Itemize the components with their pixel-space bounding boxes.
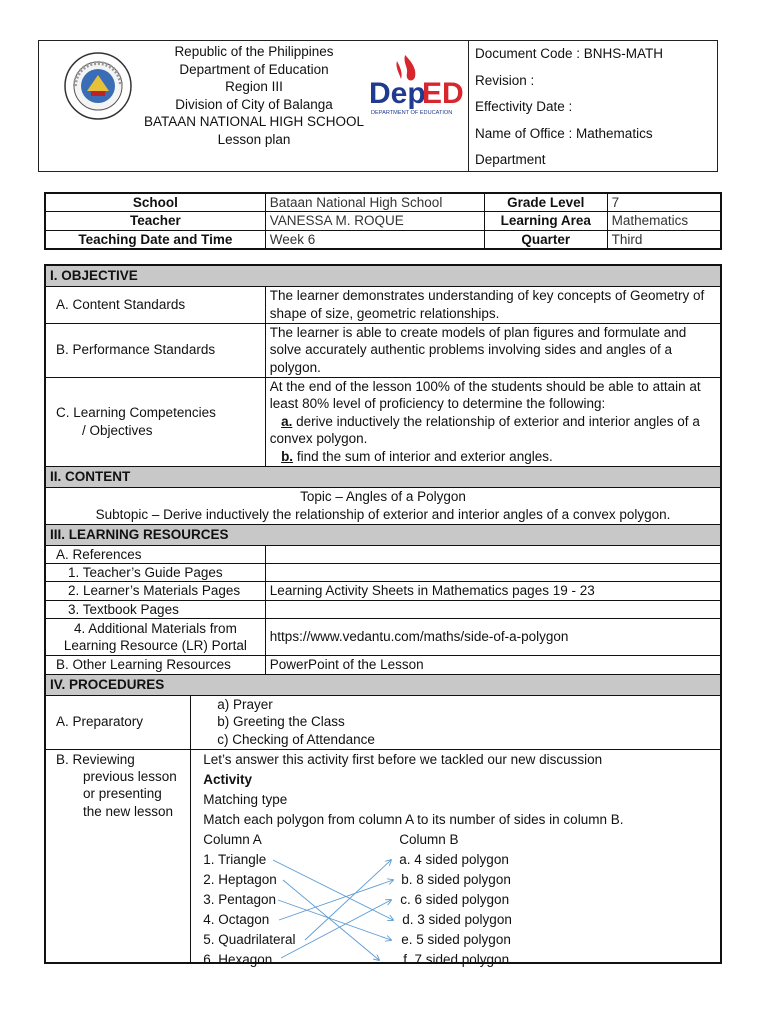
office-name-cont: Department [475, 152, 546, 167]
table-row [45, 286, 721, 323]
table-row [45, 695, 721, 749]
table-row [45, 487, 721, 524]
column-b-item: c. 6 sided polygon [400, 891, 510, 907]
subtopic-text: Subtopic – Derive inductively the relationship of exterior and interior angles of a convex polygon. [95, 506, 671, 522]
arrow-line [279, 880, 393, 920]
header-line: BATAAN NATIONAL HIGH SCHOOL [143, 114, 365, 129]
column-b-item: e. 5 sided polygon [401, 931, 511, 947]
table-row [45, 230, 721, 249]
learning-area-value: Mathematics [607, 212, 721, 231]
column-b-item: f. 7 sided polygon [403, 951, 510, 967]
references-value [265, 545, 721, 563]
additional-label-line: 4. Additional Materials from [73, 620, 237, 636]
grade-level-label: Grade Level [484, 193, 607, 212]
school-seal-icon [63, 51, 133, 121]
revision: Revision : [475, 72, 535, 88]
column-a-item: 4. Octagon [203, 911, 270, 927]
arrow-line [283, 880, 379, 960]
effectivity-date: Effectivity Date : [475, 99, 573, 114]
content-heading: II. CONTENT [45, 466, 721, 487]
header-institution-text [139, 43, 369, 148]
competency-label-line: C. Learning Competencies [56, 405, 216, 421]
procedures-heading: IV. PROCEDURES [45, 674, 721, 695]
arrow-line [278, 900, 391, 940]
additional-materials-label [45, 619, 265, 656]
reviewing-label [45, 749, 191, 963]
table-row [45, 749, 721, 963]
table-row [45, 619, 721, 656]
list-item: b) Greeting the Class [217, 714, 345, 730]
svg-text:ED: ED [422, 77, 464, 110]
table-row [45, 600, 721, 618]
school-value: Bataan National High School [265, 193, 484, 212]
content-standards-label: A. Content Standards [45, 286, 265, 323]
column-b-item: b. 8 sided polygon [401, 871, 511, 887]
reviewing-label-line: or presenting [83, 786, 162, 802]
document-control-info [469, 41, 717, 171]
column-b-header: Column B [399, 831, 459, 847]
column-a-item: 1. Triangle [203, 851, 267, 867]
textbook-pages-label: 3. Textbook Pages [45, 600, 265, 618]
activity-title: Activity [203, 771, 253, 787]
document-code: Document Code : BNHS-MATH [475, 46, 664, 61]
teaching-date-label: Teaching Date and Time [45, 230, 265, 249]
table-row [45, 656, 721, 674]
column-a-item: 6. Hexagon [203, 951, 273, 967]
activity-intro: Let’s answer this activity first before we tackled our new discussion [203, 751, 603, 767]
learning-competencies-label [45, 377, 265, 466]
header-line: Division of City of Balanga [175, 96, 333, 112]
competency-b-text: find the sum of interior and exterior angles. [296, 448, 553, 464]
list-item: c) Checking of Attendance [217, 731, 375, 747]
lesson-plan-table [44, 264, 722, 967]
table-row [45, 524, 721, 545]
arrow-line [281, 900, 391, 958]
reviewing-content [191, 749, 721, 967]
textbook-pages-value [265, 600, 721, 618]
reviewing-label-line: B. Reviewing [56, 751, 135, 767]
table-row [45, 563, 721, 581]
header-line: Lesson plan [217, 131, 291, 147]
column-a-header: Column A [203, 831, 262, 847]
learning-area-label: Learning Area [484, 212, 607, 231]
performance-standards-label: B. Performance Standards [45, 323, 265, 377]
teachers-guide-value [265, 563, 721, 581]
learning-resources-heading: III. LEARNING RESOURCES [45, 524, 721, 545]
performance-standards-text: The learner is able to create models of plan figures and formulate and solve accurately authentic problems involving sides and angles of a polygon. [265, 323, 721, 377]
teacher-value: VANESSA M. ROQUE [265, 212, 484, 231]
additional-materials-link[interactable]: https://www.vedantu.com/maths/side-of-a-polygon [265, 619, 721, 656]
header-line: Republic of the Philippines [174, 44, 334, 59]
arrow-line [273, 860, 393, 920]
learners-materials-value: Learning Activity Sheets in Mathematics pages 19 - 23 [265, 582, 721, 600]
header-line: Department of Education [179, 61, 329, 77]
table-row [45, 377, 721, 466]
table-row [45, 193, 721, 212]
column-b-item: d. 3 sided polygon [402, 911, 512, 927]
grade-level-value: 7 [607, 193, 721, 212]
table-row [45, 466, 721, 487]
preparatory-label: A. Preparatory [45, 695, 191, 749]
office-name: Name of Office : Mathematics [475, 125, 653, 141]
column-a-item: 3. Pentagon [203, 891, 277, 907]
matching-arrows [203, 830, 433, 975]
other-resources-value: PowerPoint of the Lesson [265, 656, 721, 674]
table-row [45, 265, 721, 286]
other-resources-label: B. Other Learning Resources [45, 656, 265, 674]
topic-text: Topic – Angles of a Polygon [300, 489, 466, 505]
column-b-item: a. 4 sided polygon [399, 851, 509, 867]
quarter-value: Third [607, 230, 721, 249]
lesson-info-table [44, 192, 722, 250]
school-label: School [45, 193, 265, 212]
arrow-line [305, 860, 391, 940]
content-topic-cell [45, 487, 721, 524]
matching-type: Matching type [203, 791, 288, 807]
deped-logo-icon [367, 51, 464, 121]
document-header [38, 40, 718, 172]
matching-activity [203, 830, 720, 967]
list-item: a) Prayer [217, 696, 273, 712]
teachers-guide-label: 1. Teacher’s Guide Pages [45, 563, 265, 581]
competency-intro: At the end of the lesson 100% of the students should be able to attain at least 80% level of proficiency to determine the following: [269, 378, 701, 412]
table-row [45, 582, 721, 600]
table-row [45, 212, 721, 231]
objective-heading: I. OBJECTIVE [45, 265, 721, 286]
competency-a [270, 413, 716, 448]
competency-b [270, 448, 716, 465]
content-standards-text: The learner demonstrates understanding of key concepts of Geometry of shape of size, geometric relationships. [265, 286, 721, 323]
header-line: Region III [225, 79, 283, 94]
header-left [39, 41, 469, 171]
competency-label-line: / Objectives [82, 422, 153, 438]
competency-a-text: derive inductively the relationship of exterior and interior angles of a convex polygon. [269, 413, 700, 447]
competency-a-marker: a. [281, 413, 293, 429]
competency-b-marker: b. [281, 448, 294, 464]
table-row [45, 323, 721, 377]
teaching-date-value: Week 6 [265, 230, 484, 249]
column-a-item: 2. Heptagon [203, 871, 277, 887]
reviewing-label-line: the new lesson [83, 803, 174, 819]
quarter-label: Quarter [484, 230, 607, 249]
table-row [45, 674, 721, 695]
matching-instruction: Match each polygon from column A to its number of sides in column B. [203, 811, 624, 827]
reviewing-label-line: previous lesson [83, 768, 177, 784]
svg-text:Dep: Dep [369, 77, 426, 110]
table-row [45, 545, 721, 563]
additional-label-line: Learning Resource (LR) Portal [63, 638, 247, 654]
svg-text:DEPARTMENT OF EDUCATION: DEPARTMENT OF EDUCATION [371, 110, 453, 116]
preparatory-list [195, 696, 716, 748]
references-label: A. References [45, 545, 265, 563]
learning-competencies-text [265, 377, 721, 466]
column-a-item: 5. Quadrilateral [203, 931, 296, 947]
preparatory-items [191, 695, 721, 749]
learners-materials-label: 2. Learner’s Materials Pages [45, 582, 265, 600]
teacher-label: Teacher [45, 212, 265, 231]
